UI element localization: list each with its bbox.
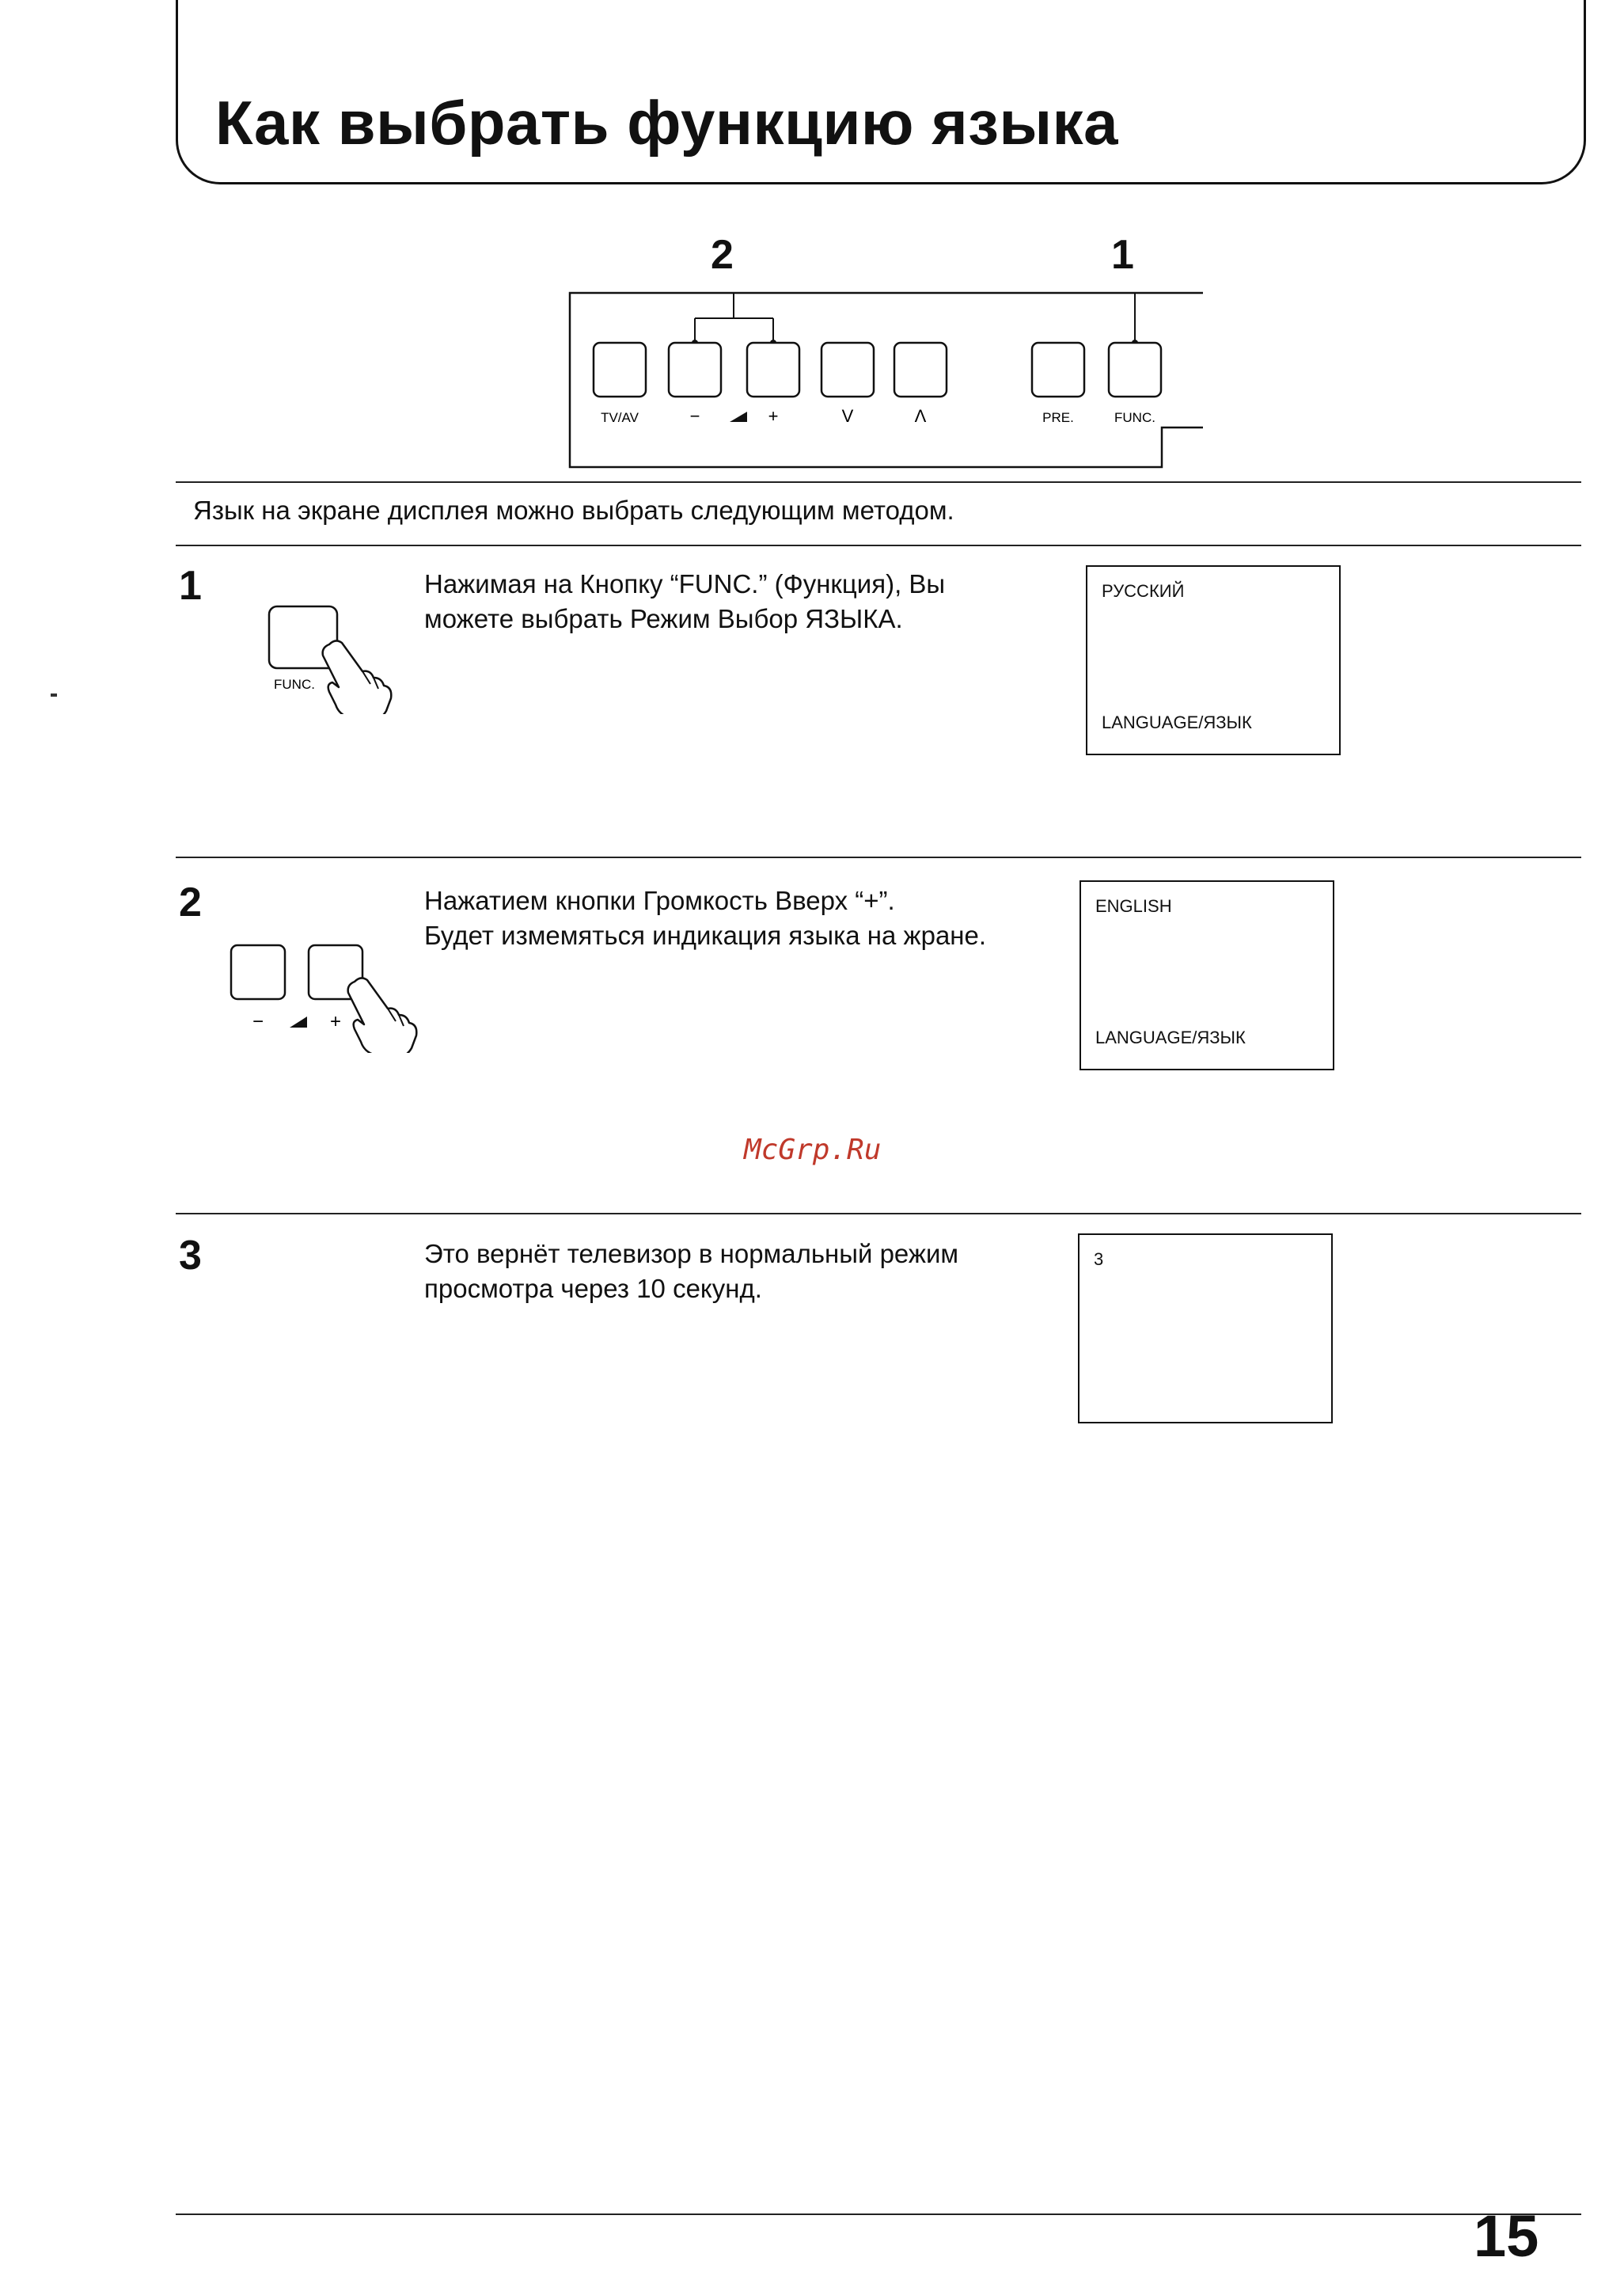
step-1-line-2: можете выбрать Режим Выбор ЯЗЫКА. (424, 604, 903, 633)
label-plus: + (768, 406, 779, 426)
label-func: FUNC. (1114, 410, 1155, 425)
step-3-line-1: Это вернёт телевизор в нормальный режим (424, 1239, 959, 1268)
pointing-hand-icon (323, 640, 392, 714)
volume-minus-graphic (231, 945, 285, 999)
volume-wedge-icon (730, 412, 747, 422)
label-tv-av: TV/AV (601, 410, 639, 425)
step-1-text (424, 567, 945, 636)
rule-step-2 (176, 857, 1581, 858)
step-number-2: 2 (179, 880, 202, 925)
step-1-line-1: Нажимая на Кнопку “FUNC.” (Функция), Вы (424, 569, 946, 598)
button-func (1109, 343, 1161, 397)
button-volume-plus (747, 343, 799, 397)
label-pre: PRE. (1042, 410, 1074, 425)
watermark: McGrp.Ru (744, 1134, 882, 1166)
tv-screen-2 (1080, 880, 1334, 1070)
footer-rule (176, 2214, 1581, 2215)
callout-2: 2 (711, 232, 734, 278)
callout-1: 1 (1111, 232, 1134, 278)
screen-2-caption: LANGUAGE/ЯЗЫК (1095, 1028, 1246, 1047)
step-number-1: 1 (179, 563, 202, 609)
volume-minus-label: − (252, 1011, 264, 1032)
label-minus: − (689, 406, 700, 426)
pointing-hand-icon (348, 978, 417, 1053)
control-panel-diagram (554, 277, 1211, 483)
step-3-text (424, 1237, 958, 1306)
step-2-line-2: Будет измемяться индикация языка на жране. (424, 921, 987, 950)
rule-intro (176, 545, 1581, 546)
rule-top (176, 481, 1581, 483)
rule-step-3 (176, 1213, 1581, 1214)
label-channel-down: V (841, 406, 854, 426)
tv-screen-1 (1086, 565, 1341, 755)
button-tv-av (594, 343, 646, 397)
label-channel-up: Λ (914, 406, 927, 426)
step-number-3: 3 (179, 1233, 202, 1279)
button-channel-down (821, 343, 874, 397)
screen-3-channel: 3 (1094, 1249, 1104, 1269)
scan-mark (51, 694, 57, 697)
button-pre (1032, 343, 1084, 397)
volume-wedge-icon-2 (290, 1016, 307, 1028)
page-title: Как выбрать функцию языка (215, 88, 1118, 158)
step-2-line-1: Нажатием кнопки Громкость Вверх “+”. (424, 886, 895, 915)
screen-1-language: РУССКИЙ (1102, 581, 1185, 601)
button-channel-up (894, 343, 947, 397)
press-func-illustration (253, 595, 396, 714)
press-volume-up-illustration (222, 934, 427, 1053)
button-volume-minus (669, 343, 721, 397)
page-number: 15 (1474, 2203, 1539, 2269)
screen-1-caption: LANGUAGE/ЯЗЫК (1102, 712, 1252, 732)
tv-screen-3 (1078, 1233, 1333, 1423)
func-button-label: FUNC. (274, 677, 315, 692)
volume-plus-label: + (329, 1011, 342, 1032)
screen-2-language: ENGLISH (1095, 896, 1172, 916)
intro-text: Язык на экране дисплея можно выбрать следующим методом. (193, 496, 954, 525)
step-3-line-2: просмотра через 10 секунд. (424, 1274, 762, 1303)
step-2-text (424, 884, 986, 953)
